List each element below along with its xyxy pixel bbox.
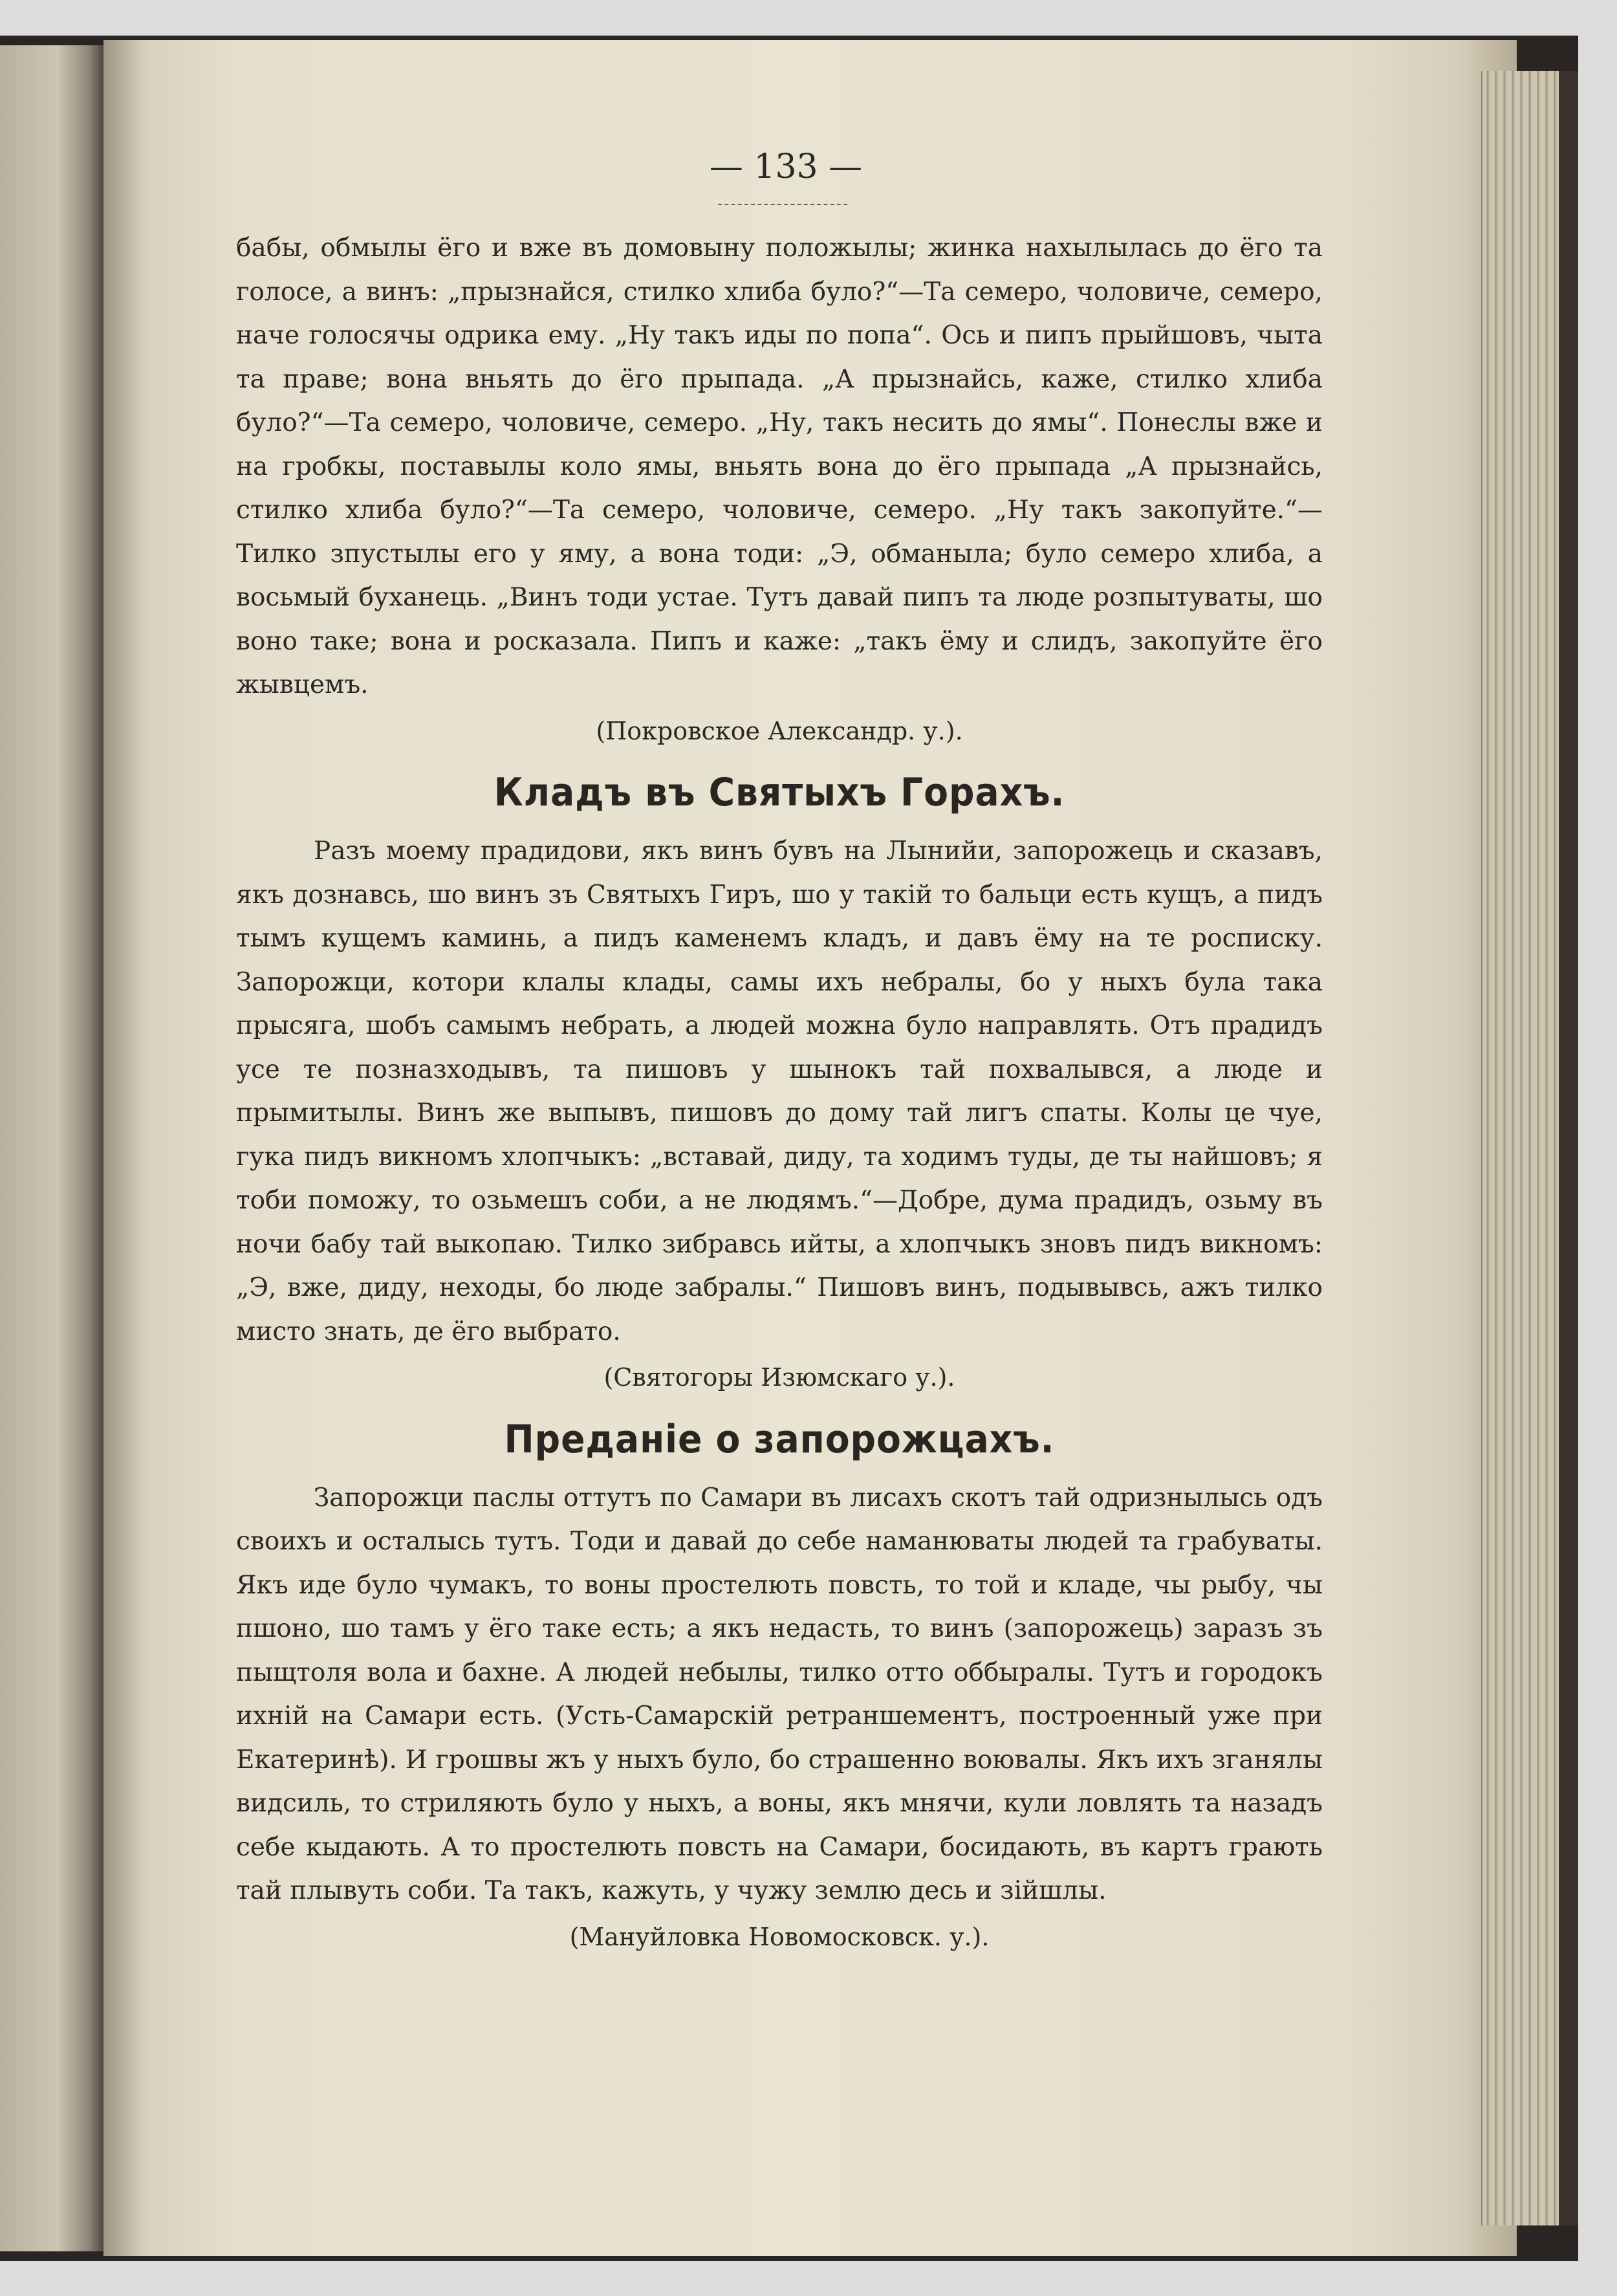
page-stack-shadow [1559,71,1578,2225]
page-number: — 133 — [709,148,863,186]
story-3-source: (Мануйловка Новомосковск. у.). [569,1922,990,1951]
story-2-title: Кладъ въ Святыхъ Горахъ. [494,770,1065,815]
story-3-body: Запорожци паслы оттутъ по Самари въ лисахъ скотъ тай одризнылысь одъ своихъ и осталысь тутъ. Тоди и давай до себе наманюваты людей та грабуваты. Якъ иде було чумакъ, то воны простелють повсть, то той и кладе, чы рыбу, чы пшоно, шо тамъ у ёго таке есть; а якъ недасть, то винъ (запорожець) заразъ зъ пыщтоля вола и бахне. А людей небылы, тилко отто оббыралы. Тутъ и городокъ ихній на Самари есть. (Усть-Самарскій ретраншементъ, построенный уже при Екатеринѣ). И грошвы жъ у ныхъ було, бо страшенно воювалы. Якъ ихъ зганялы видсиль, то стриляють було у ныхъ, а воны, якъ мнячи, кули ловлять та назадъ себе кыдають. А то простелють повсть на Самари, босидають, въ картъ грають тай плывуть соби. Та такъ, кажуть, у чужу землю десь и зійшлы. [236,1483,1323,1905]
story-2-source: (Святогоры Изюмскаго у.). [603,1363,955,1392]
story-3-title: Преданіе о запорожцахъ. [504,1416,1055,1462]
story-1-source: (Покровское Александр. у.). [596,716,963,745]
page-stack-edges [1481,71,1560,2225]
story-2-body: Разъ моему прадидови, якъ винъ бувъ на Лынийи, запорожець и сказавъ, якъ дознавсь, шо винъ зъ Святыхъ Гиръ, шо у такій то бальци есть кущъ, а пидъ тымъ кущемъ каминь, а пидъ каменемъ кладъ, и давъ ёму на те росписку. Запорожци, котори клалы клады, самы ихъ небралы, бо у ныхъ була така прысяга, шобъ самымъ небрать, а людей можна було направлять. Отъ прадидъ усе те позназходывъ, та пишовъ у шынокъ тай похвалывся, а люде и прымитылы. Винъ же выпывъ, пишовъ до дому тай лигъ спаты. Колы це чуе, гука пидъ викномъ хлопчыкъ: „вставай, диду, та ходимъ туды, де ты найшовъ; я тоби поможу, то озьмешъ соби, а не людямъ.“—Добре, дума прадидъ, озьму въ ночи бабу тай выкопаю. Тилко зибравсь ийты, а хлопчыкъ зновъ пидъ викномъ: „Э, вже, диду, неходы, бо люде забралы.“ Пишовъ винъ, подывывсь, ажъ тилко мисто знать, де ёго выбрато. [236,836,1323,1346]
page-text [236,149,1323,1964]
story-1-body: бабы, обмылы ёго и вже въ домовыну положылы; жинка нахылылась до ёго та голосе, а винъ: „прызнайся, стилко хлиба було?“—Та семеро, чоловиче, семеро, наче голосячы одрика ему. „Ну такъ иды по попа“. Ось и пипъ прыйшовъ, чыта та праве; вона вньять до ёго прыпада. „А прызнайсь, каже, стилко хлиба було?“—Та семеро, чоловиче, семеро. „Ну, такъ несить до ямы“. Понеслы вже и на гробкы, поставылы коло ямы, вньять вона до ёго прыпада „А прызнайсь, стилко хлиба було?“—Та семеро, чоловиче, семеро. „Ну такъ закопуйте.“—Тилко зпустылы его у яму, а вона тоди: „Э, обманыла; було семеро хлиба, а восьмый буханець. „Винъ тоди устае. Тутъ давай пипъ та люде розпытуваты, шо воно таке; вона и росказала. Пипъ и каже: „такъ ёму и слидъ, закопуйте ёго жывцемъ. [236,234,1323,699]
facing-page-edge [0,45,103,2251]
